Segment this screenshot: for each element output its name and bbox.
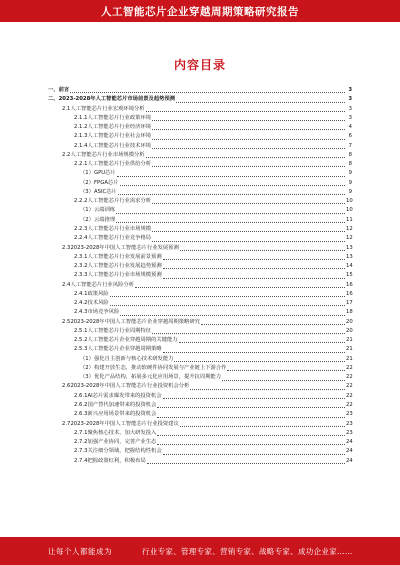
table-of-contents xyxy=(48,86,352,466)
toc-entry-number: （2） xyxy=(80,179,94,186)
toc-entry[interactable] xyxy=(48,142,352,151)
toc-entry-number: 2.6.1 xyxy=(74,392,88,399)
toc-entry-number: 2.2.4 xyxy=(74,235,88,242)
toc-entry-page: 14 xyxy=(346,263,353,270)
toc-dot-leader xyxy=(176,101,345,103)
toc-entry-number: 2.2.2 xyxy=(74,198,88,205)
toc-dot-leader xyxy=(152,240,345,242)
toc-dot-leader xyxy=(152,119,345,121)
toc-entry[interactable] xyxy=(48,253,352,262)
toc-entry-number: 2.1.1 xyxy=(74,114,88,121)
toc-entry-number: （1） xyxy=(80,355,94,362)
toc-entry-number: 2.1.4 xyxy=(74,142,88,149)
toc-entry-text: 人工智能芯片行业需求分析 xyxy=(87,198,152,205)
toc-entry-text: 人工智能芯片行业社会环境 xyxy=(87,133,152,140)
toc-entry-number: 一、 xyxy=(48,86,59,93)
toc-entry-text: 关注细分领域，把握结构性机会 xyxy=(87,448,162,455)
toc-entry[interactable] xyxy=(48,123,352,132)
toc-entry-text: AI芯片需求爆发带来的投资机会 xyxy=(87,392,162,399)
toc-entry-page: 23 xyxy=(346,429,353,436)
toc-entry[interactable] xyxy=(48,216,352,225)
toc-entry-number: 2.5.2 xyxy=(74,337,88,344)
toc-entry[interactable] xyxy=(48,308,352,317)
toc-dot-leader xyxy=(117,175,345,177)
toc-dot-leader xyxy=(118,193,345,195)
toc-entry[interactable] xyxy=(48,262,352,271)
toc-dot-leader xyxy=(163,351,345,353)
toc-entry-number: 2.3.1 xyxy=(74,253,88,260)
toc-dot-leader xyxy=(147,462,345,464)
toc-entry[interactable] xyxy=(48,271,352,280)
toc-entry-text: 人工智能芯片企业穿越周期的关键能力 xyxy=(87,337,178,344)
toc-dot-leader xyxy=(163,267,345,269)
toc-entry-page: 10 xyxy=(346,207,353,214)
toc-dot-leader xyxy=(116,212,345,214)
toc-entry-text: 2023-2028年中国人工智能芯片企业穿越周期策略研究 xyxy=(70,318,200,325)
toc-entry-text: 人工智能芯片行业竞争格局 xyxy=(87,235,152,242)
toc-dot-leader xyxy=(120,314,345,316)
toc-entry-number: （1） xyxy=(80,170,94,177)
toc-entry-page: 23 xyxy=(346,411,353,418)
toc-entry-text: 人工智能芯片行业技术环境 xyxy=(87,142,152,149)
toc-entry-text: 人工智能芯片行业发展前景预测 xyxy=(87,253,162,260)
toc-entry-number: 2.5.3 xyxy=(74,346,88,353)
toc-entry[interactable] xyxy=(48,447,352,456)
toc-dot-leader xyxy=(146,110,345,112)
toc-entry-number: 二、 xyxy=(48,96,59,103)
toc-dot-leader xyxy=(152,138,345,140)
toc-dot-leader xyxy=(152,332,345,334)
toc-entry-page: 20 xyxy=(346,327,353,334)
toc-entry-number: 2.7 xyxy=(62,420,71,427)
toc-entry-page: 7 xyxy=(348,142,352,149)
toc-entry[interactable] xyxy=(48,355,352,364)
toc-entry-page: 9 xyxy=(348,188,352,195)
toc-dot-leader xyxy=(157,434,345,436)
toc-entry[interactable] xyxy=(48,179,352,188)
toc-entry-page: 4 xyxy=(348,124,352,131)
toc-entry-page: 24 xyxy=(346,457,353,464)
toc-entry-page: 3 xyxy=(348,86,352,93)
toc-dot-leader xyxy=(163,397,345,399)
toc-entry[interactable] xyxy=(48,105,352,114)
toc-dot-leader xyxy=(110,295,345,297)
toc-entry-text: 国产替代加速带来的投资机会 xyxy=(87,402,157,409)
toc-entry-number: 2.7.1 xyxy=(74,429,88,436)
toc-entry-page: 13 xyxy=(346,253,353,260)
toc-entry-page: 8 xyxy=(348,151,352,158)
toc-entry-number: 2.2.1 xyxy=(74,161,88,168)
toc-dot-leader xyxy=(201,323,345,325)
toc-entry-page: 20 xyxy=(346,318,353,325)
toc-entry-text: 构建开放生态，推动软硬件协同发展与产业链上下游合作 xyxy=(93,364,227,371)
toc-dot-leader xyxy=(157,406,345,408)
toc-entry-number: 2.1.2 xyxy=(74,124,88,131)
toc-dot-leader xyxy=(180,425,345,427)
toc-entry[interactable] xyxy=(48,188,352,197)
toc-entry-page: 8 xyxy=(348,161,352,168)
toc-entry[interactable] xyxy=(48,401,352,410)
toc-entry-text: 2023-2028年人工智能芯片市场前景及趋势预测 xyxy=(58,96,176,103)
toc-entry[interactable] xyxy=(48,95,352,104)
toc-entry-number: 2.5 xyxy=(62,318,71,325)
toc-entry[interactable] xyxy=(48,327,352,336)
toc-entry-number: 2.1.3 xyxy=(74,133,88,140)
report-title: 人工智能芯片企业穿越周期策略研究报告 xyxy=(101,5,299,18)
toc-entry[interactable] xyxy=(48,197,352,206)
toc-dot-leader xyxy=(190,388,345,390)
toc-entry[interactable] xyxy=(48,114,352,123)
toc-entry-page: 22 xyxy=(346,364,353,371)
toc-dot-leader xyxy=(152,147,345,149)
toc-dot-leader xyxy=(70,91,345,93)
toc-entry-text: 政策风险 xyxy=(87,290,109,297)
toc-entry-text: 人工智能芯片行业宏观环境分析 xyxy=(70,105,145,112)
toc-entry-text: 优化产品结构，拓展多元化应用场景，提升抗周期能力 xyxy=(93,374,222,381)
toc-dot-leader xyxy=(174,360,345,362)
toc-entry-page: 22 xyxy=(346,383,353,390)
toc-entry-page: 11 xyxy=(346,216,353,223)
toc-entry-number: 2.2.3 xyxy=(74,225,88,232)
toc-entry-text: 2023-2028年中国人工智能芯片行业投资机会分析 xyxy=(70,383,190,390)
toc-entry-page: 9 xyxy=(348,170,352,177)
toc-entry-page: 12 xyxy=(346,225,353,232)
toc-entry-number: 2.7.3 xyxy=(74,448,88,455)
toc-entry[interactable] xyxy=(48,364,352,373)
toc-entry-number: （2） xyxy=(80,216,94,223)
toc-entry-number: （1） xyxy=(80,207,94,214)
toc-entry-page: 16 xyxy=(346,290,353,297)
toc-entry-number: 2.1 xyxy=(62,105,71,112)
toc-dot-leader xyxy=(152,128,345,130)
toc-entry-page: 22 xyxy=(346,402,353,409)
toc-entry-text: 云端推理 xyxy=(93,216,116,223)
toc-entry-page: 21 xyxy=(346,337,353,344)
toc-entry-number: 2.7.4 xyxy=(74,457,88,464)
toc-entry-number: 2.2 xyxy=(62,151,71,158)
toc-entry-page: 24 xyxy=(346,448,353,455)
footer-slogan: 让每个人都能成为 xyxy=(48,546,112,556)
toc-entry-page: 3 xyxy=(348,96,352,103)
toc-dot-leader xyxy=(116,221,345,223)
toc-entry-page: 22 xyxy=(346,374,353,381)
toc-heading: 内容目录 xyxy=(173,58,226,72)
toc-entry-page: 22 xyxy=(346,392,353,399)
toc-dot-leader xyxy=(110,304,345,306)
toc-entry-number: 2.4.1 xyxy=(74,290,88,297)
toc-entry-number: 2.4.3 xyxy=(74,309,88,316)
toc-entry-text: 聚焦核心技术，加大研发投入 xyxy=(87,429,157,436)
toc-entry[interactable] xyxy=(48,345,352,354)
toc-entry-text: 新兴应用场景带来的投资机会 xyxy=(87,411,157,418)
toc-entry-text: 人工智能芯片行业市场规模分析 xyxy=(70,151,145,158)
toc-entry[interactable] xyxy=(48,383,352,392)
toc-entry[interactable] xyxy=(48,299,352,308)
toc-entry-page: 12 xyxy=(346,235,353,242)
toc-entry-text: 2023-2028年中国人工智能芯片行业投资建议 xyxy=(70,420,179,427)
toc-entry-page: 10 xyxy=(346,198,353,205)
toc-entry-text: FPGA芯片 xyxy=(93,179,119,186)
toc-dot-leader xyxy=(163,277,345,279)
toc-dot-leader xyxy=(157,416,345,418)
toc-entry[interactable] xyxy=(48,420,352,429)
toc-entry-page: 18 xyxy=(346,309,353,316)
toc-entry[interactable] xyxy=(48,429,352,438)
toc-entry[interactable] xyxy=(48,151,352,160)
toc-entry-page: 16 xyxy=(346,281,353,288)
toc-entry[interactable] xyxy=(48,169,352,178)
toc-entry-number: （3） xyxy=(80,374,94,381)
toc-entry-text: 人工智能芯片行业政策环境 xyxy=(87,114,152,121)
toc-dot-leader xyxy=(135,286,345,288)
toc-entry-page: 23 xyxy=(346,420,353,427)
toc-dot-leader xyxy=(152,230,345,232)
toc-entry-number: 2.4 xyxy=(62,281,71,288)
toc-entry-text: 2023-2028年中国人工智能芯片行业发展预测 xyxy=(70,244,179,251)
header-banner xyxy=(0,0,400,22)
toc-entry-page: 3 xyxy=(348,114,352,121)
toc-entry[interactable] xyxy=(48,225,352,234)
toc-entry[interactable] xyxy=(48,290,352,299)
toc-entry-number: （3） xyxy=(80,188,94,195)
footer-tagline: 行业专家、管理专家、营销专家、战略专家、成功企业家…… xyxy=(142,546,353,556)
toc-dot-leader xyxy=(157,443,345,445)
toc-entry-page: 15 xyxy=(346,272,353,279)
toc-entry-number: 2.6 xyxy=(62,383,71,390)
toc-entry-page: 6 xyxy=(348,133,352,140)
toc-entry-page: 24 xyxy=(346,439,353,446)
toc-entry-number: （2） xyxy=(80,364,94,371)
toc-entry-number: 2.6.2 xyxy=(74,402,88,409)
toc-dot-leader xyxy=(179,341,345,343)
toc-entry-page: 13 xyxy=(346,244,353,251)
toc-entry-number: 2.3 xyxy=(62,244,71,251)
toc-entry-number: 2.7.2 xyxy=(74,439,88,446)
toc-entry[interactable] xyxy=(48,336,352,345)
toc-entry[interactable] xyxy=(48,206,352,215)
toc-dot-leader xyxy=(163,258,345,260)
toc-entry-text: ASIC芯片 xyxy=(93,188,117,195)
toc-entry[interactable] xyxy=(48,281,352,290)
toc-entry-text: 加强产业协同，完善产业生态 xyxy=(87,439,157,446)
toc-entry-text: 人工智能芯片行业供给分析 xyxy=(87,161,152,168)
toc-entry-text: 前言 xyxy=(58,86,70,93)
toc-entry-text: 人工智能芯片行业发展趋势预测 xyxy=(87,263,162,270)
toc-entry[interactable] xyxy=(48,392,352,401)
toc-dot-leader xyxy=(227,369,345,371)
toc-entry[interactable] xyxy=(48,438,352,447)
toc-dot-leader xyxy=(152,165,345,167)
toc-entry-text: 云端训练 xyxy=(93,207,116,214)
toc-entry[interactable] xyxy=(48,234,352,243)
toc-entry-text: 人工智能芯片行业市场规模预测 xyxy=(87,272,162,279)
toc-entry[interactable] xyxy=(48,86,352,95)
toc-entry[interactable] xyxy=(48,457,352,466)
toc-entry-text: 把握政策红利，积极布局 xyxy=(87,457,146,464)
toc-dot-leader xyxy=(222,379,345,381)
toc-dot-leader xyxy=(120,184,345,186)
toc-entry-number: 2.5.1 xyxy=(74,327,88,334)
toc-entry-number: 2.4.2 xyxy=(74,300,88,307)
toc-entry-text: 人工智能芯片行业风险分析 xyxy=(70,281,135,288)
footer-banner xyxy=(0,537,400,565)
toc-entry-number: 2.3.2 xyxy=(74,263,88,270)
toc-dot-leader xyxy=(152,202,345,204)
toc-entry-page: 9 xyxy=(348,179,352,186)
toc-entry-text: GPU芯片 xyxy=(93,170,116,177)
toc-entry-number: 2.6.3 xyxy=(74,411,88,418)
toc-entry-page: 3 xyxy=(348,105,352,112)
toc-entry[interactable] xyxy=(48,410,352,419)
toc-entry-text: 强化自主创新与核心技术研发能力 xyxy=(93,355,174,362)
toc-entry-text: 市场竞争风险 xyxy=(87,309,120,316)
toc-entry-page: 17 xyxy=(346,300,353,307)
toc-entry[interactable] xyxy=(48,160,352,169)
toc-entry[interactable] xyxy=(48,244,352,253)
toc-entry-text: 人工智能芯片行业市场规模 xyxy=(87,225,152,232)
toc-entry-text: 技术风险 xyxy=(87,300,109,307)
toc-entry-text: 人工智能芯片企业穿越周期策略 xyxy=(87,346,162,353)
toc-dot-leader xyxy=(180,249,345,251)
toc-dot-leader xyxy=(146,156,345,158)
toc-entry[interactable] xyxy=(48,318,352,327)
toc-dot-leader xyxy=(163,453,345,455)
toc-entry-page: 21 xyxy=(346,346,353,353)
toc-entry-page: 21 xyxy=(346,355,353,362)
toc-entry-text: 人工智能芯片行业经济环境 xyxy=(87,124,152,131)
toc-entry-number: 2.3.3 xyxy=(74,272,88,279)
toc-entry[interactable] xyxy=(48,373,352,382)
toc-entry[interactable] xyxy=(48,132,352,141)
toc-entry-text: 人工智能芯片行业周期特征 xyxy=(87,327,152,334)
